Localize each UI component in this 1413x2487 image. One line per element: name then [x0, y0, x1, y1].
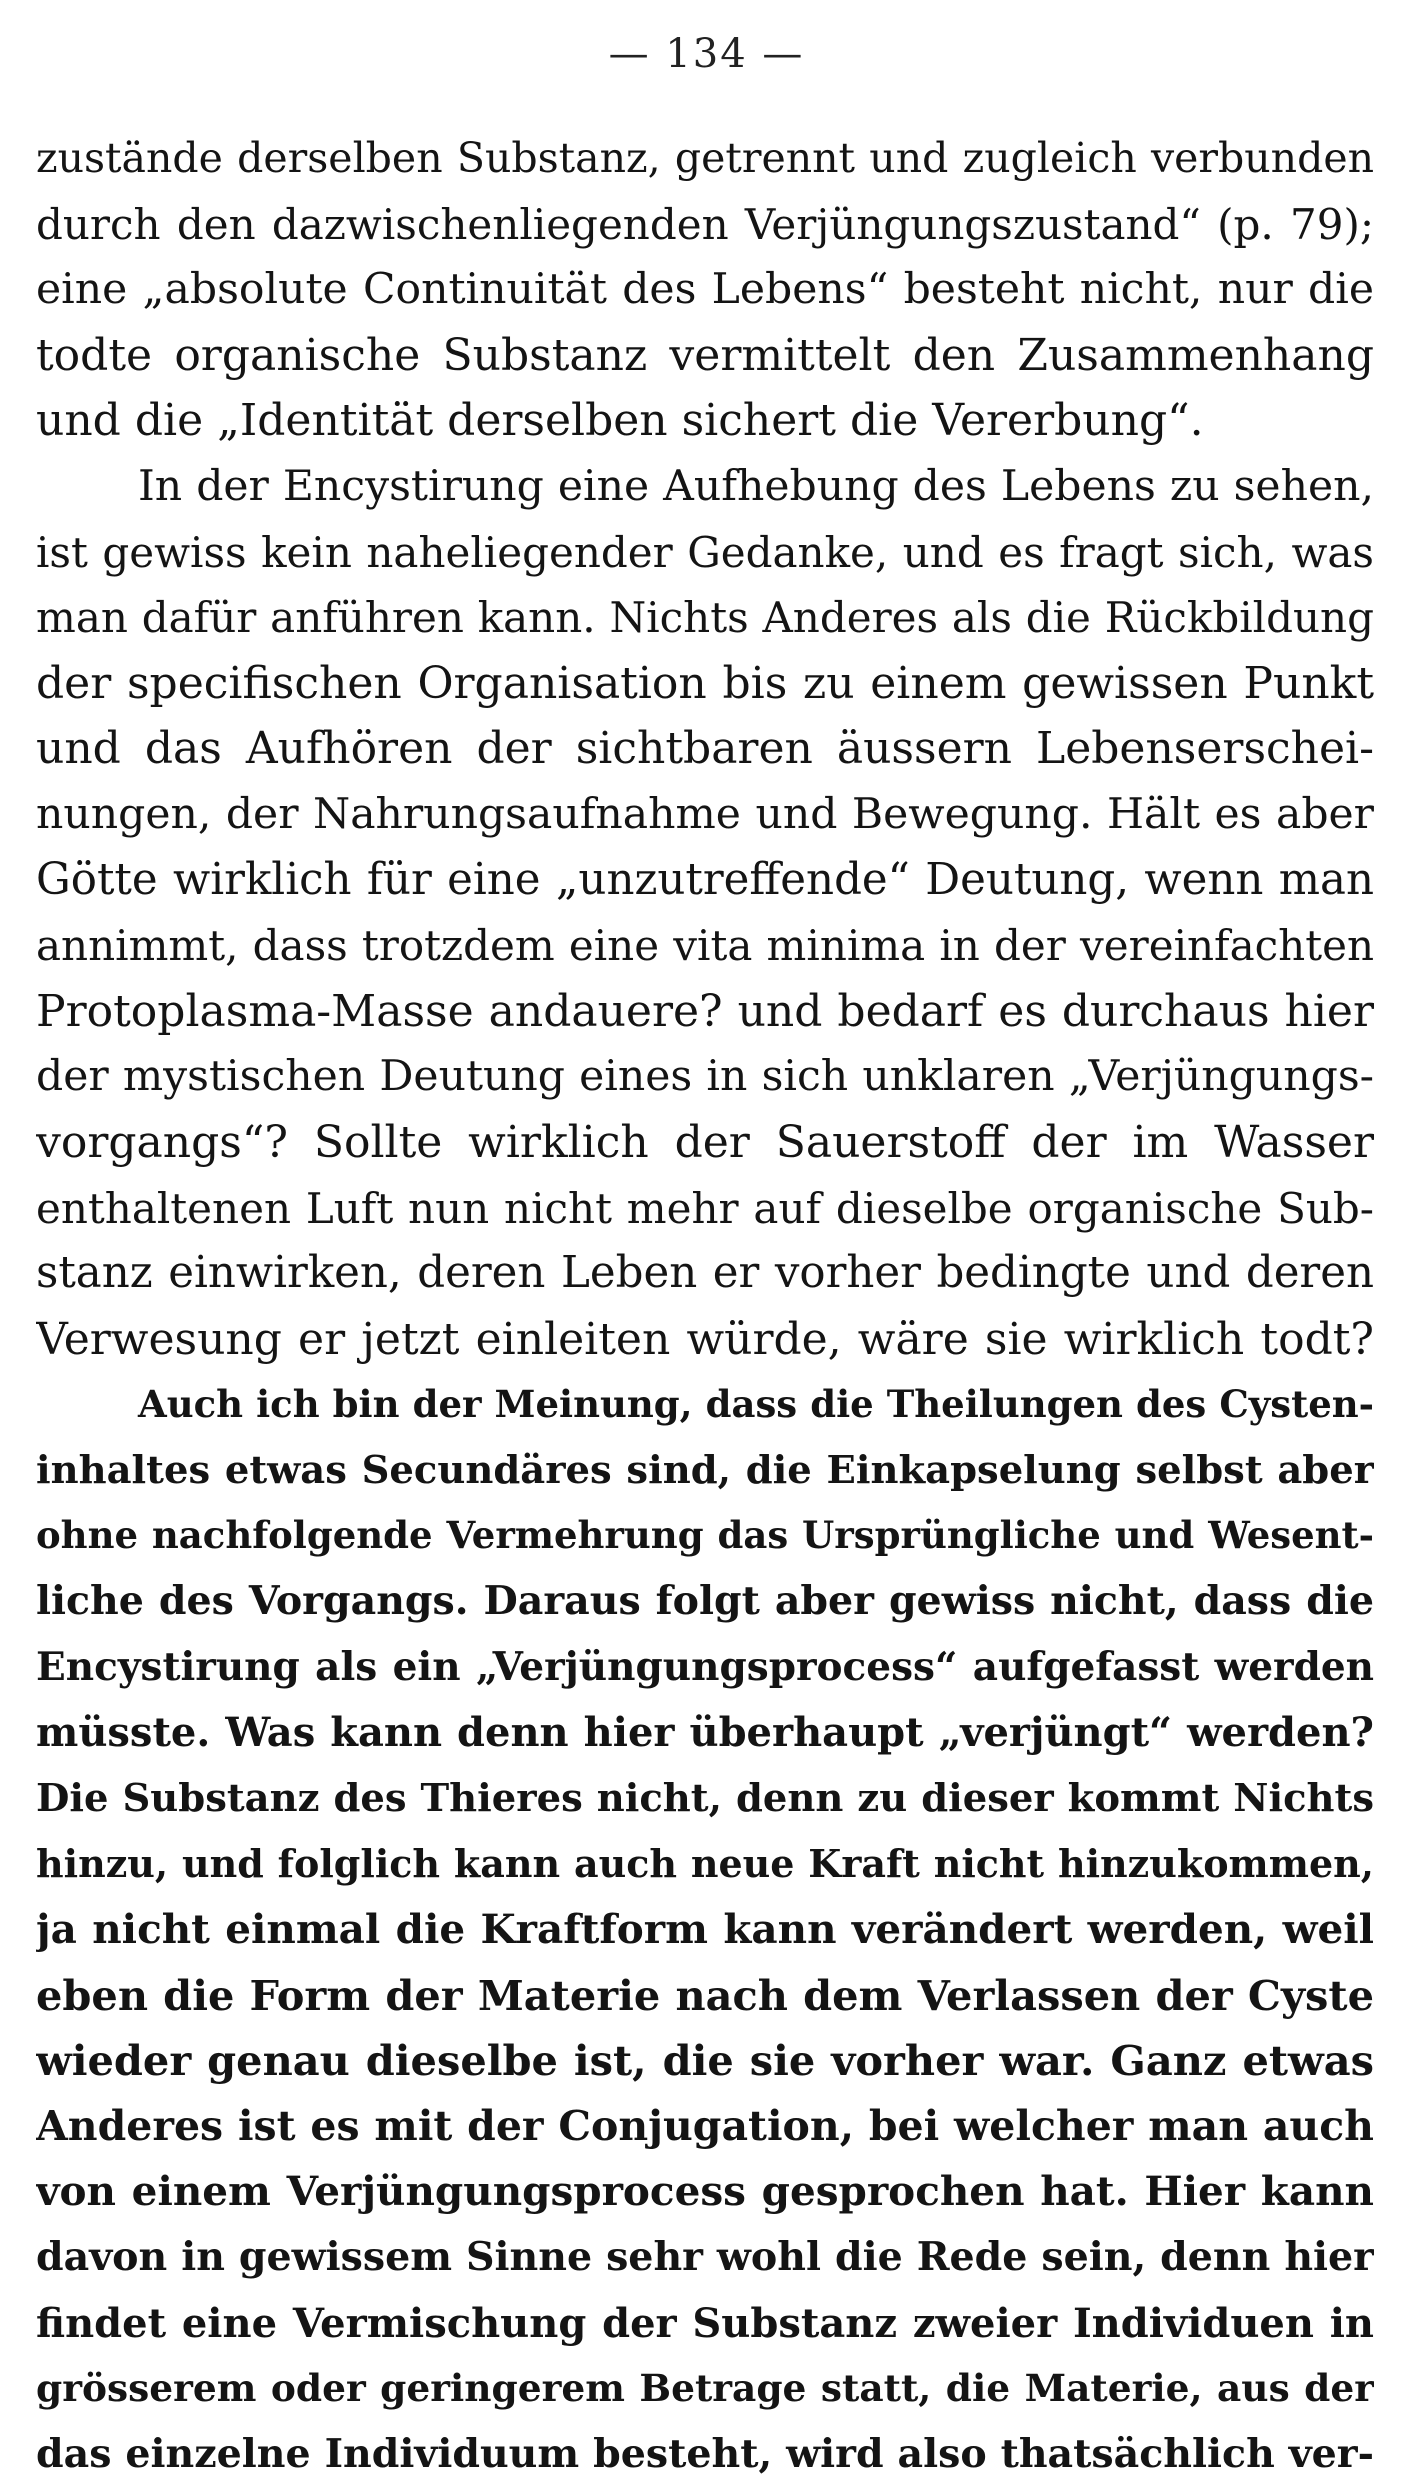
- text-line: Auch ich bin der Meinung, dass die Theilungen des Cysten-: [138, 1382, 1374, 1427]
- text-line: eben die Form der Materie nach dem Verlassen der Cyste: [36, 1970, 1374, 2020]
- text-line: wieder genau dieselbe ist, die sie vorher war. Ganz etwas: [36, 2036, 1374, 2086]
- text-line: und das Aufhören der sichtbaren äussern Lebenserschei-: [36, 723, 1374, 775]
- text-line: der specifischen Organisation bis zu einem gewissen Punkt: [36, 657, 1374, 709]
- text-line: müsste. Was kann denn hier überhaupt „verjüngt“ werden?: [36, 1709, 1374, 1757]
- text-line: Anderes ist es mit der Conjugation, bei welcher man auch: [36, 2101, 1374, 2150]
- text-line: davon in gewissem Sinne sehr wohl die Rede sein, denn hier: [36, 2234, 1374, 2280]
- text-line: ja nicht einmal die Kraftform kann verändert werden, weil: [36, 1905, 1374, 1954]
- text-line: und die „Identität derselben sichert die Vererbung“.: [36, 395, 1204, 447]
- text-line: nungen, der Nahrungsaufnahme und Bewegung. Hält es aber: [36, 789, 1374, 839]
- text-line: Verwesung er jetzt einleiten würde, wäre sie wirklich todt?: [36, 1313, 1374, 1365]
- text-line: man dafür anführen kann. Nichts Anderes als die Rückbildung: [36, 593, 1374, 643]
- text-line: zustände derselben Substanz, getrennt und zugleich verbunden: [36, 134, 1374, 182]
- text-line: durch den dazwischenliegenden Verjüngungszustand“ (p. 79);: [36, 199, 1374, 249]
- text-line: enthaltenen Luft nun nicht mehr auf dieselbe organische Sub-: [36, 1183, 1374, 1233]
- text-line: stanz einwirken, deren Leben er vorher bedingte und deren: [36, 1248, 1374, 1299]
- page-number: — 134 —: [608, 31, 805, 77]
- text-line: das einzelne Individuum besteht, wird also thatsächlich ver-: [36, 2430, 1374, 2477]
- text-line: inhaltes etwas Secundäres sind, die Einkapselung selbst aber: [36, 1447, 1374, 1493]
- body-text: [36, 126, 1374, 2487]
- text-line: von einem Verjüngungsprocess gesprochen hat. Hier kann: [36, 2167, 1374, 2216]
- text-line: Encystirung als ein „Verjüngungsprocess“ aufgefasst werden: [36, 1643, 1374, 1690]
- text-line: ohne nachfolgende Vermehrung das Ursprüngliche und Wesent-: [36, 1513, 1374, 1558]
- text-line: hinzu, und folglich kann auch neue Kraft nicht hinzukommen,: [36, 1841, 1374, 1887]
- text-line: Protoplasma-Masse andauere? und bedarf es durchaus hier: [36, 985, 1374, 1037]
- text-line: Die Substanz des Thieres nicht, denn zu dieser kommt Nichts: [36, 1775, 1374, 1821]
- text-line: findet eine Vermischung der Substanz zweier Individuen in: [36, 2299, 1374, 2347]
- text-line: der mystischen Deutung eines in sich unklaren „Verjüngungs-: [36, 1052, 1374, 1102]
- text-line: vorgangs“? Sollte wirklich der Sauerstoff der im Wasser: [36, 1116, 1374, 1168]
- text-line: annimmt, dass trotzdem eine vita minima in der vereinfachten: [36, 921, 1374, 971]
- text-line: eine „absolute Continuität des Lebens“ besteht nicht, nur die: [36, 265, 1374, 315]
- text-line: grösserem oder geringerem Betrage statt, die Materie, aus der: [36, 2366, 1374, 2411]
- text-line: Götte wirklich für eine „unzutreffende“ Deutung, wenn man: [36, 854, 1374, 905]
- text-line: todte organische Substanz vermittelt den Zusammenhang: [36, 329, 1374, 381]
- text-line: liche des Vorgangs. Daraus folgt aber gewiss nicht, dass die: [36, 1578, 1374, 1625]
- text-line: In der Encystirung eine Aufhebung des Lebens zu sehen,: [138, 461, 1374, 511]
- text-line: ist gewiss kein naheliegender Gedanke, und es fragt sich, was: [36, 527, 1374, 577]
